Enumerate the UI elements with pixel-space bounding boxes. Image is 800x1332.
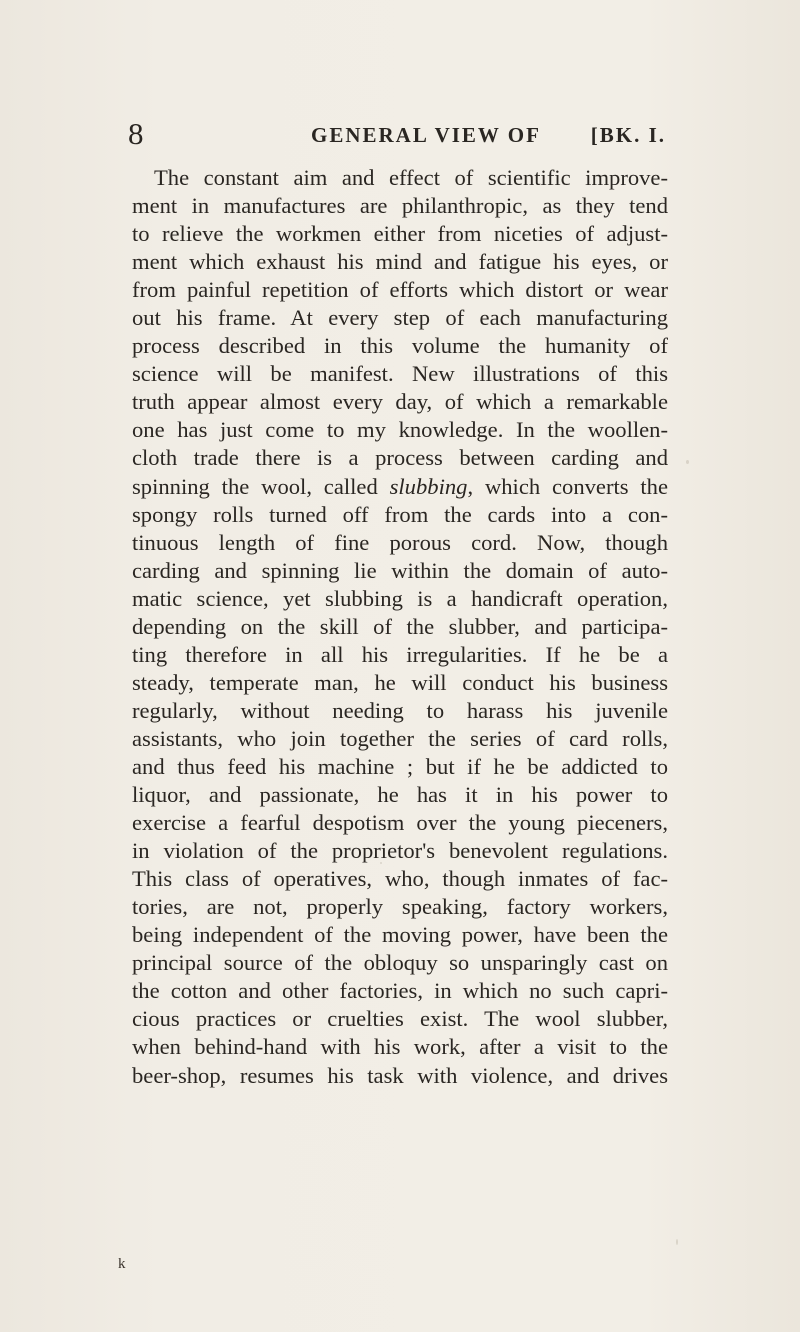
text-line: the cotton and other factories, in which no such capri- <box>132 978 668 1004</box>
text-line: exercise a fearful despotism over the young pieceners, <box>132 810 668 836</box>
text-line: cloth trade there is a process between carding and <box>132 445 668 471</box>
text-line: when behind-hand with his work, after a visit to the <box>132 1034 668 1060</box>
text-line: tinuous length of fine porous cord. Now, though <box>132 529 668 555</box>
margin-mark: k <box>118 1256 126 1272</box>
text-line: tories, are not, properly speaking, factory workers, <box>132 894 668 920</box>
text-line: in violation of the proprietor's benevolent regulations. <box>132 838 668 864</box>
text-line: to relieve the workmen either from niceties of adjust- <box>132 221 668 247</box>
text-line: This class of operatives, who, though inmates of fac- <box>132 866 668 892</box>
text-line: truth appear almost every day, of which a remarkable <box>132 389 668 415</box>
text-line: spongy rolls turned off from the cards into a con- <box>132 501 668 527</box>
text-line: cious practices or cruelties exist. The wool slubber, <box>132 1006 668 1032</box>
emphasized-term: slubbing <box>389 473 468 499</box>
paper-speck <box>686 460 689 464</box>
text-line: matic science, yet slubbing is a handicraft operation, <box>132 585 668 611</box>
text-line: ment which exhaust his mind and fatigue his eyes, or <box>132 249 668 275</box>
page-header <box>128 116 666 152</box>
paper-speck <box>380 862 382 864</box>
page-number: 8 <box>128 116 144 151</box>
text-line: ment in manufactures are philanthropic, as they tend <box>132 193 668 219</box>
text-line: being independent of the moving power, have been the <box>132 922 668 948</box>
text-line: ting therefore in all his irregularities. If he be a <box>132 641 668 667</box>
text-line: carding and spinning lie within the domain of auto- <box>132 557 668 583</box>
text-line: liquor, and passionate, he has it in his power to <box>132 782 668 808</box>
text-line: depending on the skill of the slubber, and participa- <box>132 613 668 639</box>
body-paragraph <box>132 164 668 1090</box>
text-line: process described in this volume the humanity of <box>132 333 668 359</box>
text-line: one has just come to my knowledge. In the woollen- <box>132 417 668 443</box>
text-line: and thus feed his machine ; but if he be addicted to <box>132 753 668 779</box>
text-line: steady, temperate man, he will conduct his business <box>132 669 668 695</box>
running-title: GENERAL VIEW OF <box>311 123 541 147</box>
text-line: The constant aim and effect of scientific improve- <box>154 165 668 190</box>
text-line: beer-shop, resumes his task with violence, and drives <box>132 1062 668 1088</box>
text-line: assistants, who join together the series of card rolls, <box>132 725 668 751</box>
text-line: principal source of the obloquy so unsparingly cast on <box>132 950 668 976</box>
text-line: out his frame. At every step of each manufacturing <box>132 305 668 331</box>
text-line: regularly, without needing to harass his juvenile <box>132 697 668 723</box>
book-reference: [BK. I. <box>590 123 666 147</box>
text-line: spinning the wool, called slubbing, which converts the <box>132 473 668 499</box>
paper-speck <box>676 1239 678 1245</box>
text-line: from painful repetition of efforts which distort or wear <box>132 277 668 303</box>
text-line: science will be manifest. New illustrations of this <box>132 361 668 387</box>
